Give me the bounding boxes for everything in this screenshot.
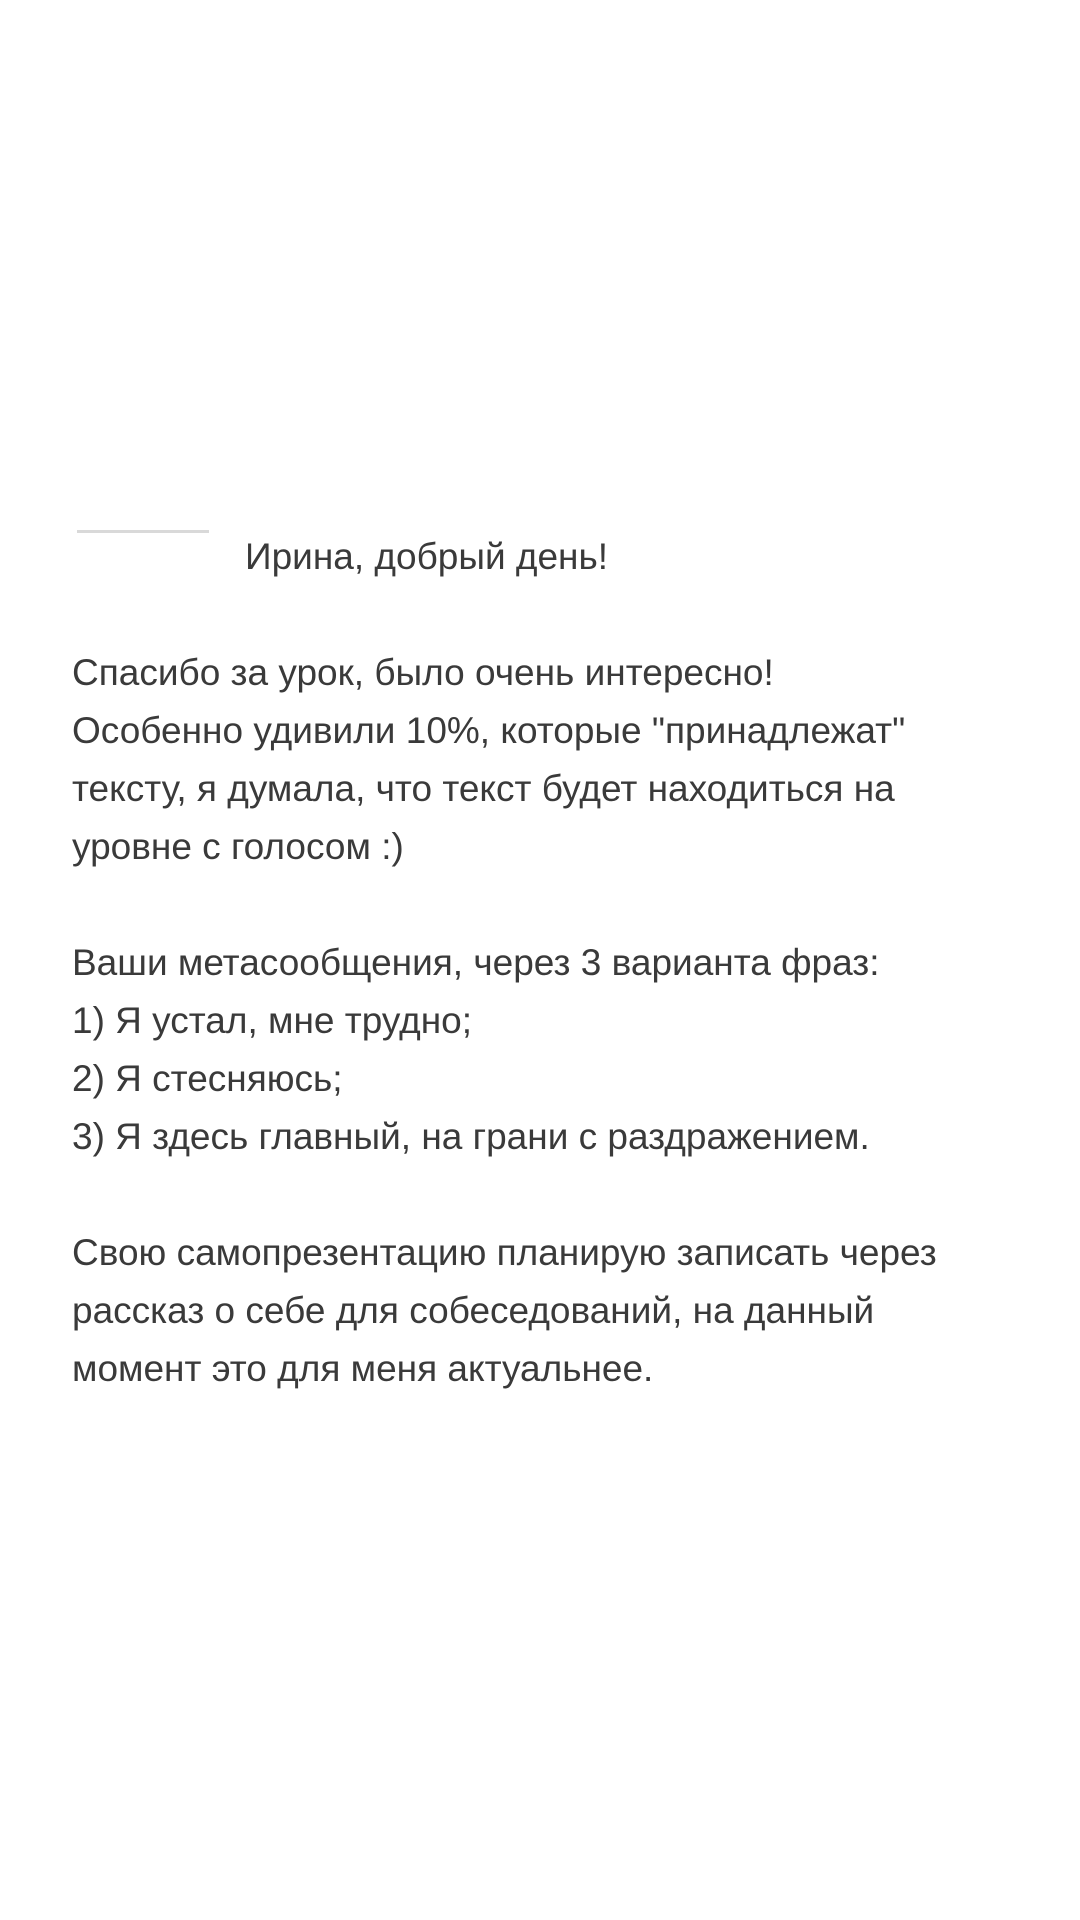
- text-line: тексту, я думала, что текст будет находиться на: [72, 768, 895, 809]
- list-item: 2) Я стесняюсь;: [72, 1058, 343, 1099]
- text-line: рассказ о себе для собеседований, на данный: [72, 1290, 875, 1331]
- list-item: 1) Я устал, мне трудно;: [72, 1000, 473, 1041]
- text-line: Особенно удивили 10%, которые "принадлежат": [72, 710, 906, 751]
- text-line: момент это для меня актуальнее.: [72, 1348, 654, 1389]
- text-line: уровне с голосом :): [72, 826, 404, 867]
- message-text-block: [72, 528, 1032, 1398]
- text-line: Свою самопрезентацию планирую записать через: [72, 1232, 937, 1273]
- paragraph-self-presentation: [72, 1224, 1032, 1398]
- paragraph-metamessages: [72, 934, 1032, 1166]
- list-item: 3) Я здесь главный, на грани с раздражением.: [72, 1116, 870, 1157]
- text-line: Ваши метасообщения, через 3 варианта фраз:: [72, 942, 880, 983]
- greeting-line: Ирина, добрый день!: [245, 536, 609, 577]
- paragraph-thanks: [72, 644, 1032, 876]
- text-line: Спасибо за урок, было очень интересно!: [72, 652, 774, 693]
